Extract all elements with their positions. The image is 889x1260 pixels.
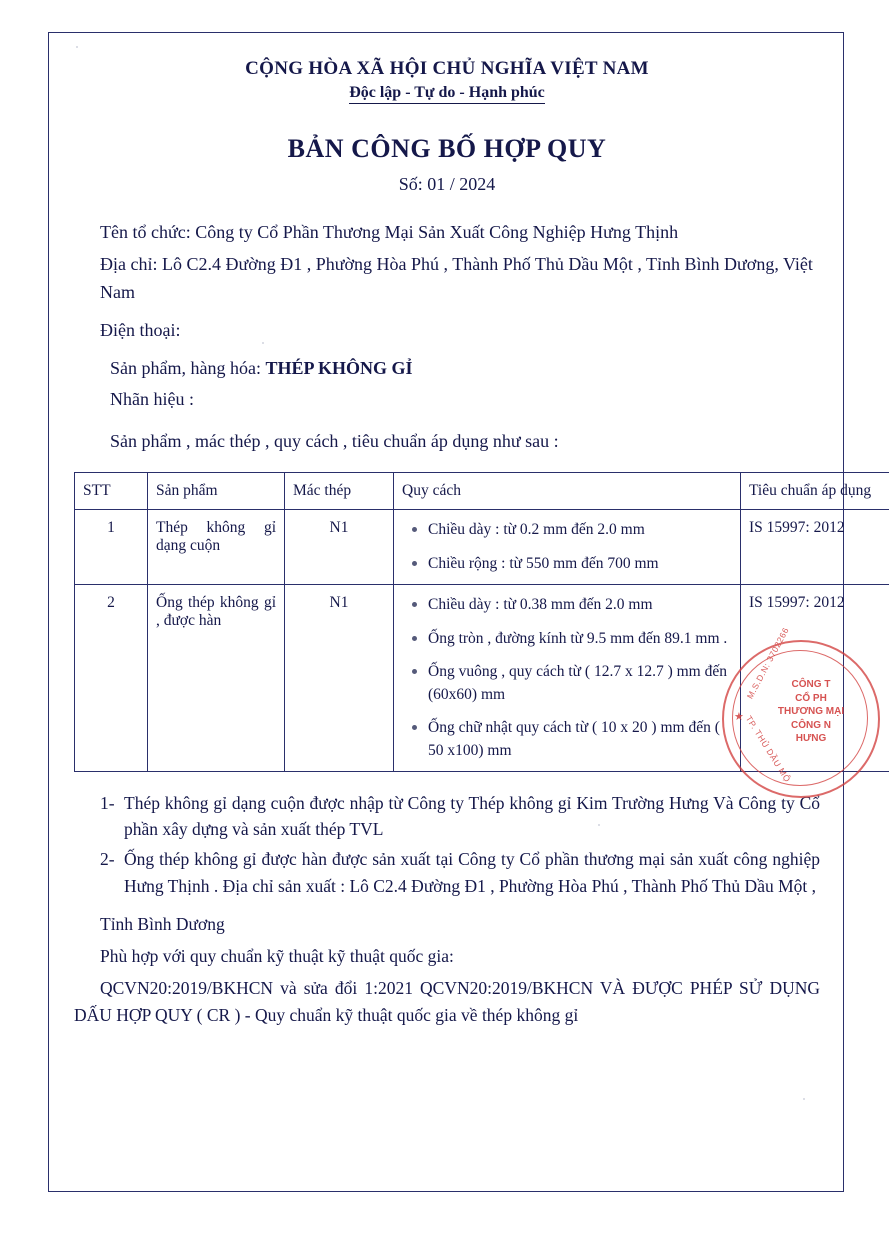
note-number: 1- [100,792,115,813]
document-title: BẢN CÔNG BỐ HỢP QUY [287,134,607,163]
spec-list [402,519,732,575]
stamp-line-3: THƯƠNG MẠI [777,706,845,717]
document-number: Số: 01 / 2024 [398,174,496,194]
province-line: Tỉnh Bình Dương [100,913,225,934]
spec-item: Chiều dày : từ 0.2 mm đến 2.0 mm [428,519,732,541]
note-number: 2- [100,849,115,870]
cell-stt: 1 [75,510,148,585]
scan-speck [262,342,264,344]
spec-item: Ống tròn , đường kính từ 9.5 mm đến 89.1 mm . [428,628,732,650]
table-header-spec: Quy cách [394,473,741,510]
cell-stt: 2 [75,585,148,772]
cell-grade: N1 [285,585,394,772]
table-header-product: Sản phẩm [148,473,285,510]
brand-line: Nhãn hiệu : [110,389,194,410]
cell-standard: IS 15997: 2012 [741,510,889,585]
stamp-line-1: CÔNG T [791,679,831,690]
note-item [74,846,820,899]
cell-product: Ống thép không gỉ , được hàn [148,585,285,772]
stamp-line-4: CÔNG N [791,719,831,731]
cell-spec [394,510,741,585]
note-item [74,790,820,843]
scan-speck [803,1098,805,1100]
national-heading-block [74,58,820,104]
footer-block [74,911,820,1028]
conformity-label: Phù hợp với quy chuẩn kỹ thuật kỹ thuật quốc gia: [100,946,454,967]
organization-line: Tên tổ chức: Công ty Cổ Phần Thương Mại Sản Xuất Công Nghiệp Hưng Thịnh [100,222,679,242]
spec-item: Ống chữ nhật quy cách từ ( 10 x 20 ) mm đến ( 50 x100) mm [428,717,732,762]
scan-speck [598,824,600,826]
product-value: THÉP KHÔNG GỈ [265,357,413,378]
stamp-arc-top-text: M.S.D.N: 3702266 [744,625,791,701]
conformity-text: QCVN20:2019/BKHCN và sửa đổi 1:2021 QCVN20:2019/BKHCN VÀ ĐƯỢC PHÉP SỬ DỤNG DẤU HỢP QUY ( CR ) - Quy chuẩn kỹ thuật quốc gia về thép không gỉ [74,978,820,1025]
scan-speck [76,46,78,48]
cell-spec [394,585,741,772]
table-header-row [75,473,889,510]
product-line [74,355,820,383]
cell-product: Thép không gỉ dạng cuộn [148,510,285,585]
intro-line: Sản phẩm , mác thép , quy cách , tiêu chuẩn áp dụng như sau : [110,431,559,452]
cell-standard: IS 15997: 2012 [741,585,889,772]
table-row [75,585,889,772]
stamp-line-5: HƯNG [795,733,827,744]
spec-item: Chiều dày : từ 0.38 mm đến 2.0 mm [428,594,732,616]
table-row [75,510,889,585]
stamp-line-2: CỔ PH [795,692,827,704]
specification-table [74,472,889,772]
table-header-stt: STT [75,473,148,510]
national-title: CỘNG HÒA XÃ HỘI CHỦ NGHĨA VIỆT NAM [245,58,649,79]
notes-block [74,790,820,899]
document-content [74,58,872,1028]
stamp-star-icon: ★ [734,711,744,723]
table-header-grade: Mác thép [285,473,394,510]
table-header-standard: Tiêu chuẩn áp dụng [741,473,889,510]
address-line: Địa chỉ: Lô C2.4 Đường Đ1 , Phường Hòa Phú , Thành Phố Thủ Dầu Một , Tỉnh Bình Dương, Việt Nam [100,253,813,302]
cell-grade: N1 [285,510,394,585]
national-subtitle: Độc lập - Tự do - Hạnh phúc [349,84,545,104]
spec-item: Ống vuông , quy cách từ ( 12.7 x 12.7 ) mm đến (60x60) mm [428,661,732,706]
note-text: Thép không gỉ dạng cuộn được nhập từ Công ty Thép không gỉ Kim Trường Hưng Và Công ty Cổ phần xây dựng và sản xuất thép TVL [124,792,820,840]
spec-list [402,594,732,762]
stamp-arc-bottom-text: TP. THỦ DẦU MỘ [743,713,793,785]
note-text: Ống thép không gỉ được hàn được sản xuất tại Công ty Cổ phần thương mại sản xuất công nghiệp Hưng Thịnh . Địa chỉ sản xuất : Lô C2.4 Đường Đ1 , Phường Hòa Phú , Thành Phố Thủ Dầu Một , [124,849,820,896]
spec-item: Chiều rộng : từ 550 mm đến 700 mm [428,553,732,575]
product-label: Sản phẩm, hàng hóa: [110,357,261,378]
phone-line: Điện thoại: [100,319,181,340]
